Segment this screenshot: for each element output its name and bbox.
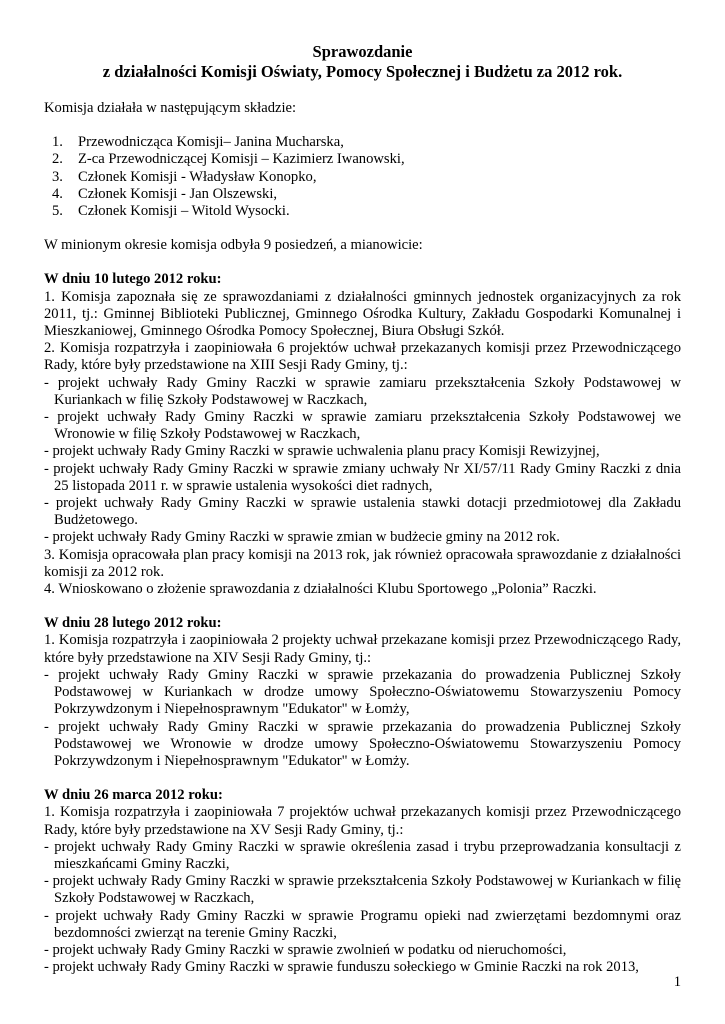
list-text: Członek Komisji - Władysław Konopko, — [78, 168, 317, 185]
title-line-2: z działalności Komisji Oświaty, Pomocy Społecznej i Budżetu za 2012 rok. — [102, 62, 623, 81]
paragraph: 3. Komisja opracowała plan pracy komisji na 2013 rok, jak również opracowała sprawozdanie z działalności komisji za 2012 rok. — [44, 546, 681, 580]
document-title — [44, 42, 681, 82]
list-text: Członek Komisji - Jan Olszewski, — [78, 185, 278, 202]
list-number: 2. — [52, 151, 63, 168]
paragraph: 4. Wnioskowano o złożenie sprawozdania z działalności Klubu Sportowego „Polonia” Raczki. — [44, 581, 597, 598]
list-number: 5. — [52, 203, 63, 220]
list-number: 3. — [52, 168, 63, 185]
list-item: - projekt uchwały Rady Gminy Raczki w sprawie zamiaru przekształcenia Szkoły Podstawowej we Wronowie w filię Szkoły Podstawowej w Raczkach, — [44, 409, 681, 443]
page-number: 1 — [673, 974, 681, 990]
section-heading: W dniu 26 marca 2012 roku: — [44, 787, 223, 804]
list-item — [44, 151, 681, 168]
list-item: - projekt uchwały Rady Gminy Raczki w sprawie ustalenia stawki dotacji przedmiotowej dla Zakładu Budżetowego. — [44, 495, 681, 529]
meeting-section-mar-26 — [44, 787, 681, 976]
list-text: Z-ca Przewodniczącej Komisji – Kazimierz Iwanowski, — [78, 151, 405, 168]
meeting-section-feb-10 — [44, 271, 681, 598]
title-line-1: Sprawozdanie — [312, 42, 413, 61]
list-text: Członek Komisji – Witold Wysocki. — [78, 203, 290, 220]
paragraph: 1. Komisja rozpatrzyła i zaopiniowała 7 projektów uchwał przekazanych komisji przez Przewodniczącego Rady, które były przedstawione na XV Sesji Rady Gminy, tj.: — [44, 804, 681, 838]
paragraph: 1. Komisja zapoznała się ze sprawozdaniami z działalności gminnych jednostek organizacyjnych za rok 2011, tj.: Gminnej Biblioteki Publicznej, Gminnego Ośrodka Kultury, Zakładu Gospodarki Komunalnej i Mieszkaniowej, Gminnego Ośrodka Pomocy Społecznej, Biura Obsługi Szkół. — [44, 288, 681, 340]
list-item — [44, 203, 681, 220]
section-heading: W dniu 28 lutego 2012 roku: — [44, 615, 222, 632]
list-item: - projekt uchwały Rady Gminy Raczki w sprawie przekształcenia Szkoły Podstawowej w Kuriankach w filię Szkoły Podstawowej w Raczkach, — [44, 873, 681, 907]
list-item: - projekt uchwały Rady Gminy Raczki w sprawie zmiany uchwały Nr XI/57/11 Rady Gminy Raczki z dnia 25 listopada 2011 r. w sprawie ustalenia wysokości diet radnych, — [44, 460, 681, 494]
meetings-summary: W minionym okresie komisja odbyła 9 posiedzeń, a mianowicie: — [44, 237, 423, 254]
list-item: - projekt uchwały Rady Gminy Raczki w sprawie uchwalenia planu pracy Komisji Rewizyjnej, — [44, 443, 600, 460]
list-item — [44, 186, 681, 203]
list-number: 1. — [52, 134, 63, 151]
list-number: 4. — [52, 185, 63, 202]
intro-text: Komisja działała w następującym składzie: — [44, 100, 297, 116]
list-item: - projekt uchwały Rady Gminy Raczki w sprawie zamiaru przekształcenia Szkoły Podstawowej w Kuriankach w filię Szkoły Podstawowej w Raczkach, — [44, 374, 681, 408]
composition-list — [44, 134, 681, 220]
list-item — [44, 134, 681, 151]
list-text: Przewodnicząca Komisji– Janina Mucharska, — [78, 134, 344, 151]
section-heading: W dniu 10 lutego 2012 roku: — [44, 271, 222, 288]
list-item — [44, 169, 681, 186]
paragraph: 2. Komisja rozpatrzyła i zaopiniowała 6 projektów uchwał przekazanych komisji przez Przewodniczącego Rady, które były przedstawione na XIII Sesji Rady Gminy, tj.: — [44, 340, 681, 374]
meeting-section-feb-28 — [44, 615, 681, 770]
paragraph: 1. Komisja rozpatrzyła i zaopiniowała 2 projekty uchwał przekazane komisji przez Przewodniczącego Rady, które były przedstawione na XIV Sesji Rady Gminy, tj.: — [44, 632, 681, 666]
list-item: - projekt uchwały Rady Gminy Raczki w sprawie zmian w budżecie gminy na 2012 rok. — [44, 529, 560, 546]
list-item: - projekt uchwały Rady Gminy Raczki w sprawie Programu opieki nad zwierzętami bezdomnymi oraz bezdomności zwierząt na terenie Gminy Raczki, — [44, 907, 681, 941]
list-item: - projekt uchwały Rady Gminy Raczki w sprawie określenia zasad i trybu przeprowadzania konsultacji z mieszkańcami Gminy Raczki, — [44, 838, 681, 872]
list-item: - projekt uchwały Rady Gminy Raczki w sprawie przekazania do prowadzenia Publicznej Szkoły Podstawowej w Kuriankach w drodze umowy Społeczno-Oświatowemu Stowarzyszeniu Pomocy Pokrzywdzonym i Niepełnosprawnym "Edukator" w Łomży, — [44, 666, 681, 718]
list-item: - projekt uchwały Rady Gminy Raczki w sprawie funduszu sołeckiego w Gminie Raczki na rok 2013, — [44, 959, 639, 976]
list-item: - projekt uchwały Rady Gminy Raczki w sprawie przekazania do prowadzenia Publicznej Szkoły Podstawowej we Wronowie w drodze umowy Społeczno-Oświatowemu Stowarzyszeniu Pomocy Pokrzywdzonym i Niepełnosprawnym "Edukator" w Łomży. — [44, 718, 681, 769]
list-item: - projekt uchwały Rady Gminy Raczki w sprawie zwolnień w podatku od nieruchomości, — [44, 941, 567, 958]
